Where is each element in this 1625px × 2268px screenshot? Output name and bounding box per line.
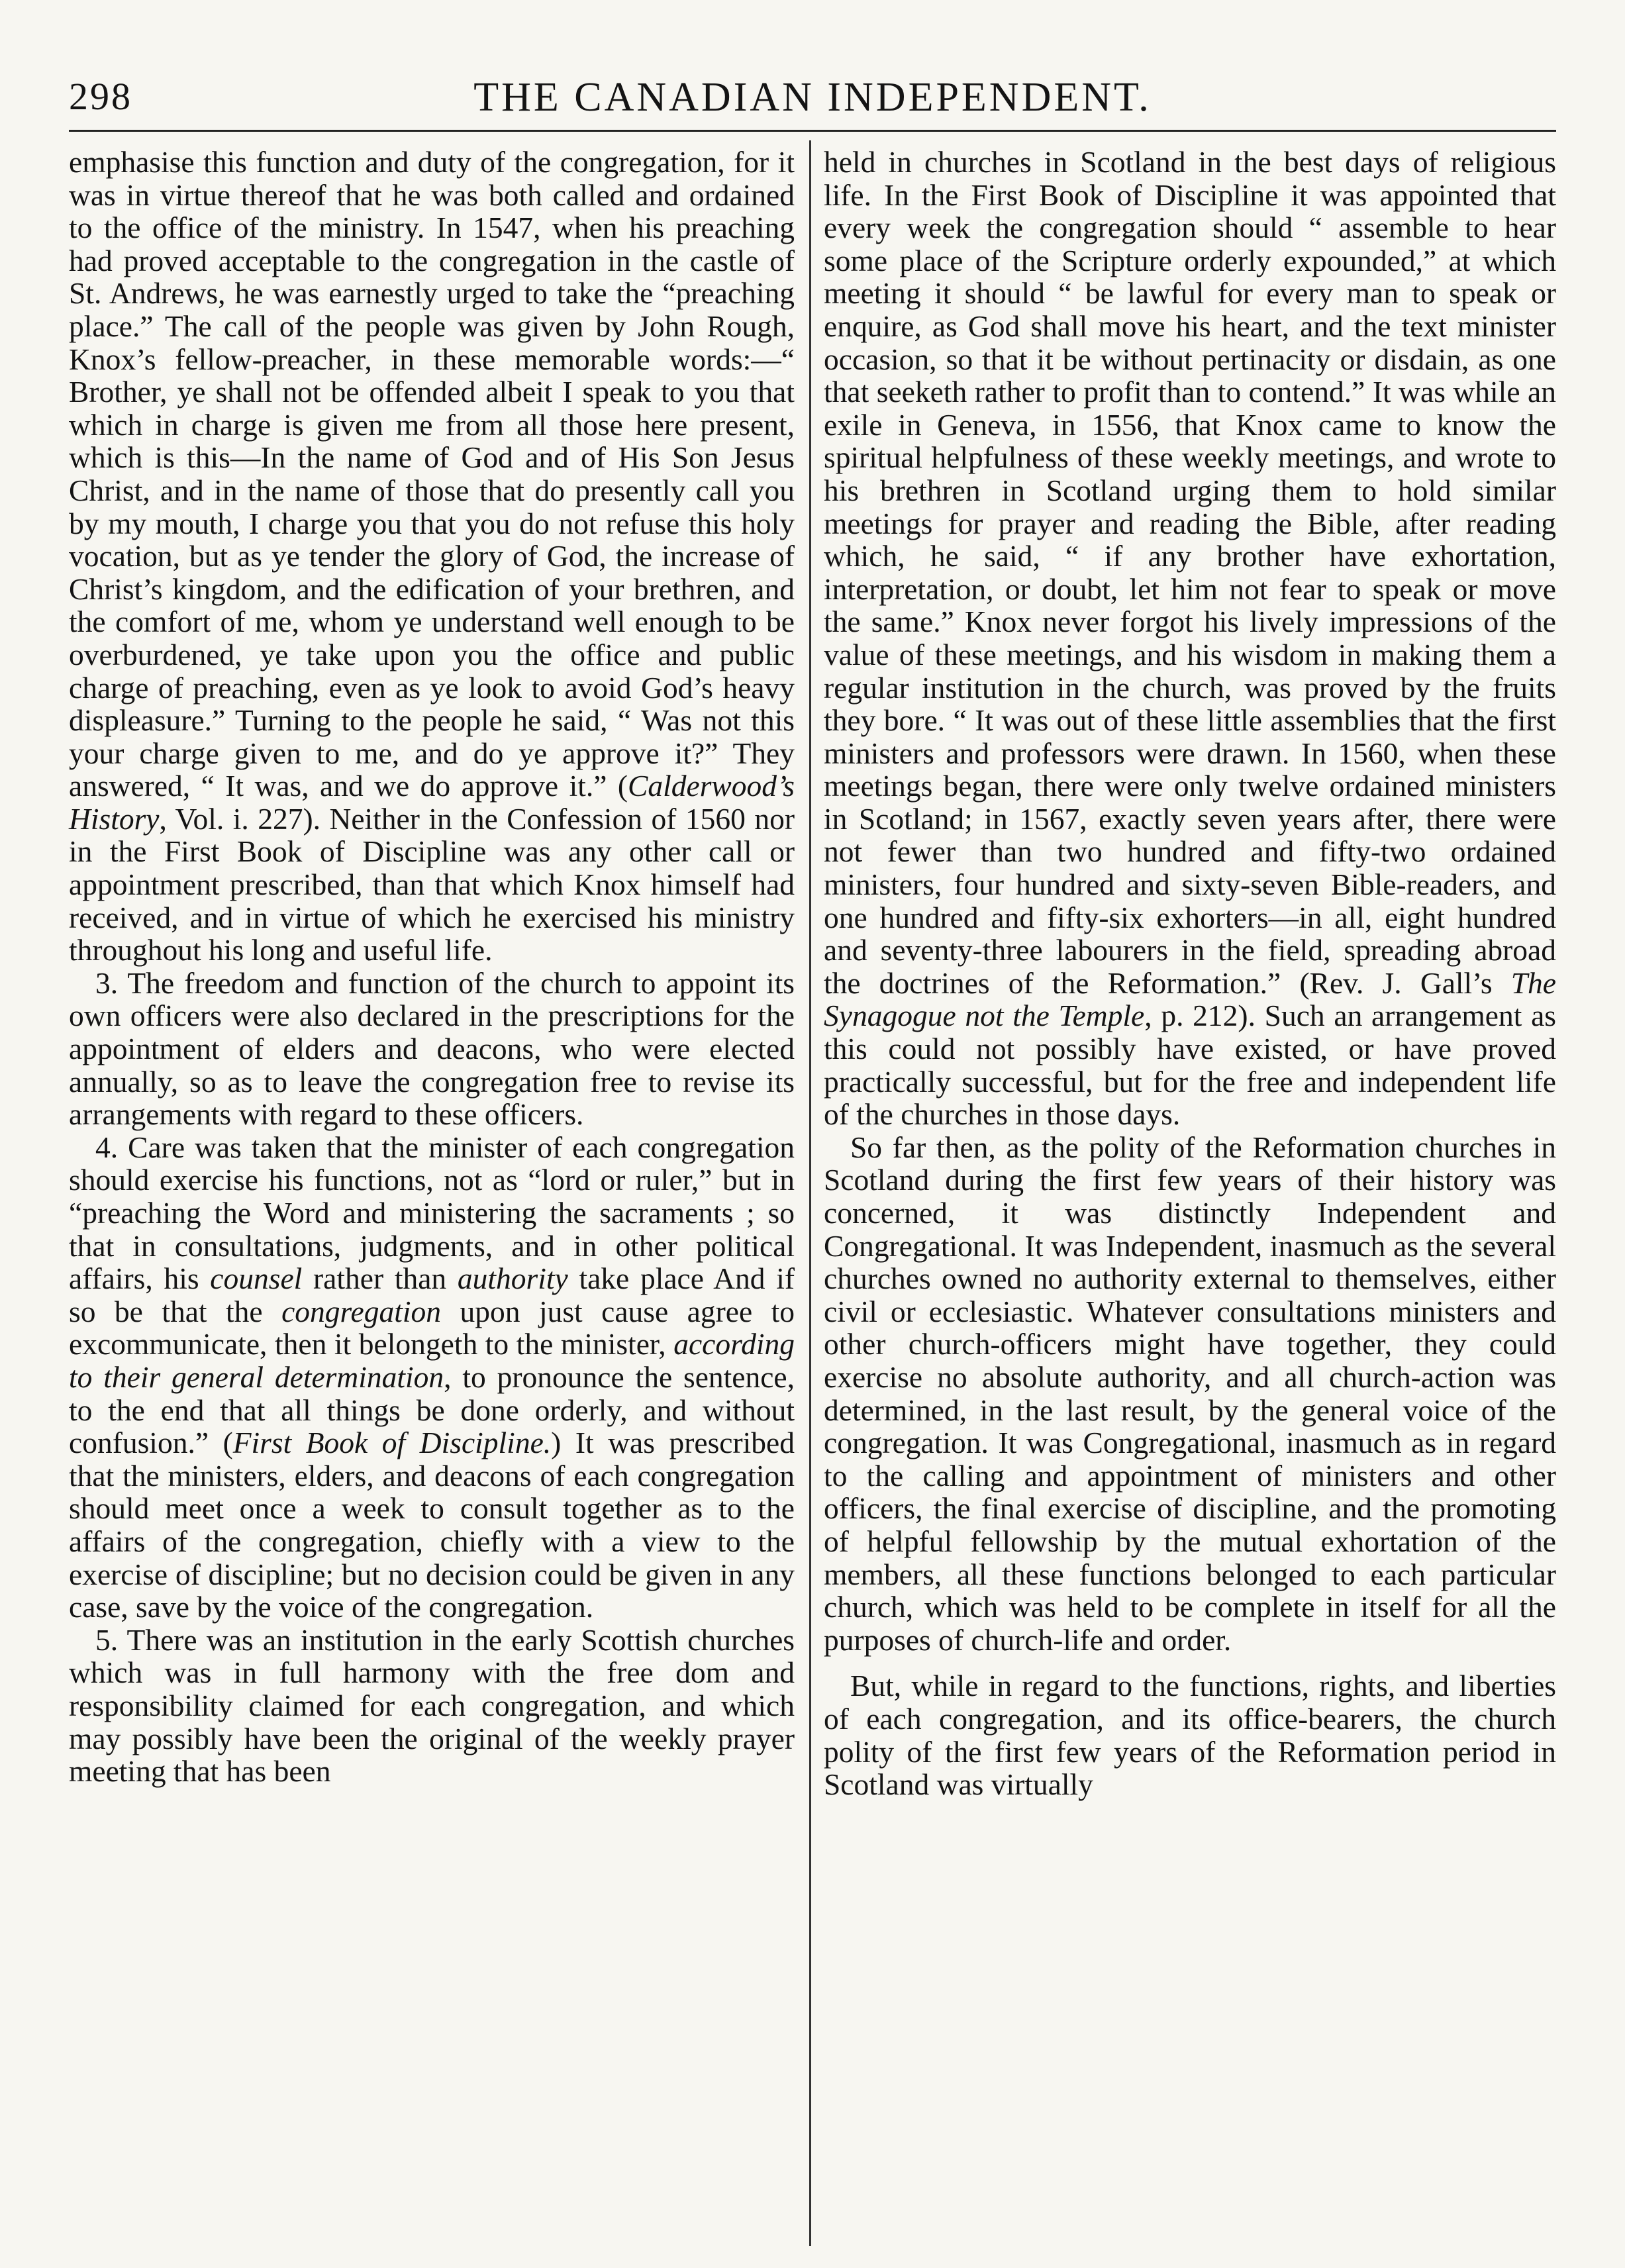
italic-text: authority (457, 1261, 568, 1296)
paragraph (69, 1131, 795, 1624)
italic-text: Calderwood’s History (69, 769, 795, 836)
header-rule (69, 130, 1556, 132)
column-divider (809, 140, 811, 2246)
text-run: , Vol. i. 227). Neither in the Confession of 1560 nor in the First Book of Discipline was any other call or appointment prescribed, than that which Knox himself had received, and in virtue of which he exercised his ministry throughout his long and useful life. (69, 801, 795, 967)
text-run: So far then, as the polity of the Reformation churches in Scotland during the first few years of their history was concerned, it was distinctly Independent and Congregational. It was Independent, inasmuch as the several churches owned no authority external to themselves, either civil or ecclesiastic. Whatever consultations ministers and other church-officers might have together, they could exercise no absolute authority, and all church-action was determined, in the last result, by the general voice of the congregation. It was Congregational, inasmuch as in regard to the calling and appointment of ministers and other officers, the final exercise of discipline, and the promoting of helpful fellowship by the mutual exhortation of the members, all these functions belonged to each particular church, which was held to be complete in itself for all the purposes of church-life and order. (824, 1130, 1556, 1657)
italic-text: according to their general determination (69, 1327, 795, 1394)
text-run: held in churches in Scotland in the best days of religious life. In the First Book of Discipline it was appointed that every week the congregation should “ assemble to hear some place of the Scripture orderly expounded,” at which meeting it should “ be lawful for every man to speak or enquire, as God shall move his heart, and the text minister occasion, so that it be without pertinacity or disdain, as one that seeketh rather to profit than to contend.” It was while an exile in Geneva, in 1556, that Knox came to know the spiritual helpfulness of these weekly meetings, and wrote to his brethren in Scotland urging them to hold similar meetings for prayer and reading the Bible, after reading which, he said, “ if any brother have exhortation, interpretation, or doubt, let him not fear to speak or move the same.” Knox never forgot his lively impressions of the value of these meetings, and his wisdom in making them a regular institution in the church, was proved by the fruits they bore. “ It was out of these little assemblies that the first ministers and professors were drawn. In 1560, when these meetings began, there were only twelve ordained ministers in Scotland; in 1567, exactly seven years after, there were not fewer than two hundred and fifty-two ordained ministers, four hundred and sixty-seven Bible-readers, and one hundred and fifty-six exhorters—in all, eight hundred and seventy-three labourers in the field, spreading abroad the doctrines of the Reformation.” (Rev. J. Gall’s (824, 145, 1556, 1000)
text-run: upon just cause agree to excommunicate, then it belongeth to the minister, (69, 1294, 795, 1361)
right-column (824, 146, 1556, 1801)
text-run: ) It was prescribed that the ministers, elders, and deacons of each congregation should meet once a week to consult together as to the affairs of the congregation, chiefly with a view to the exercise of discipline; but no decision could be given in any case, save by the voice of the congregation. (69, 1426, 795, 1624)
paragraph (824, 1131, 1556, 1657)
text-run: rather than (302, 1261, 458, 1296)
text-run: 5. There was an institution in the early Scottish churches which was in full harmony with the free dom and responsibility claimed for each congregation, and which may possibly have been the original of the weekly prayer meeting that has been (69, 1622, 795, 1789)
text-run: , to pronounce the sentence, to the end that all things be done orderly, and without confusion.” ( (69, 1359, 795, 1460)
page-header (69, 74, 1556, 127)
journal-title: THE CANADIAN INDEPENDENT. (473, 75, 1152, 120)
italic-text: congregation (281, 1294, 442, 1328)
text-run: emphasise this function and duty of the congregation, for it was in virtue thereof that he was both called and ordained to the office of the ministry. In 1547, when his preaching had proved acceptable to the congregation in the castle of St. Andrews, he was earnestly urged to take the “preaching place.” The call of the people was given by John Rough, Knox’s fellow-preacher, in these memorable words:—“ Brother, ye shall not be offended albeit I speak to you that which in charge is given me from all those here present, which is this—In the name of God and of His Son Jesus Christ, and in the name of those that do presently call you by my mouth, I charge you that you do not refuse this holy vocation, but as ye tender the glory of God, the increase of Christ’s kingdom, and the edification of your brethren, and the comfort of me, whom ye understand well enough to be overburdened, ye take upon you the office and public charge of preaching, even as ye look to avoid God’s heavy displeasure.” Turning to the people he said, “ Was not this your charge given to me, and do ye approve it?” They answered, “ It was, and we do approve it.” ( (69, 145, 795, 803)
paragraph-gap (824, 1656, 1556, 1669)
paragraph (824, 146, 1556, 1131)
text-run: But, while in regard to the functions, rights, and liberties of each congregation, and its office-bearers, the church polity of the first few years of the Reformation period in Scotland was virtually (824, 1669, 1556, 1802)
text-run: take place And if so be that the (69, 1261, 795, 1328)
paragraph (824, 1669, 1556, 1800)
paragraph (69, 967, 795, 1131)
italic-text: First Book of Discipline. (232, 1426, 552, 1460)
italic-text: The Synagogue not the Temple (824, 965, 1556, 1033)
page-number: 298 (69, 75, 132, 118)
italic-text: counsel (210, 1261, 303, 1296)
paragraph (69, 1624, 795, 1788)
text-run: 4. Care was taken that the minister of each congregation should exercise his functions, not as “lord or ruler,” but in “preaching the Word and ministering the sacraments ; so that in consultations, judgments, and in other political affairs, his (69, 1130, 795, 1296)
paragraph (69, 146, 795, 967)
text-run: 3. The freedom and function of the church to appoint its own officers were also declared in the prescriptions for the appointment of elders and deacons, who were elected annually, so as to leave the congregation free to revise its arrangements with regard to these officers. (69, 965, 795, 1132)
left-column (69, 146, 795, 1788)
text-run: , p. 212). Such an arrangement as this could not possibly have existed, or have proved practically successful, but for the free and independent life of the churches in those days. (824, 999, 1556, 1132)
